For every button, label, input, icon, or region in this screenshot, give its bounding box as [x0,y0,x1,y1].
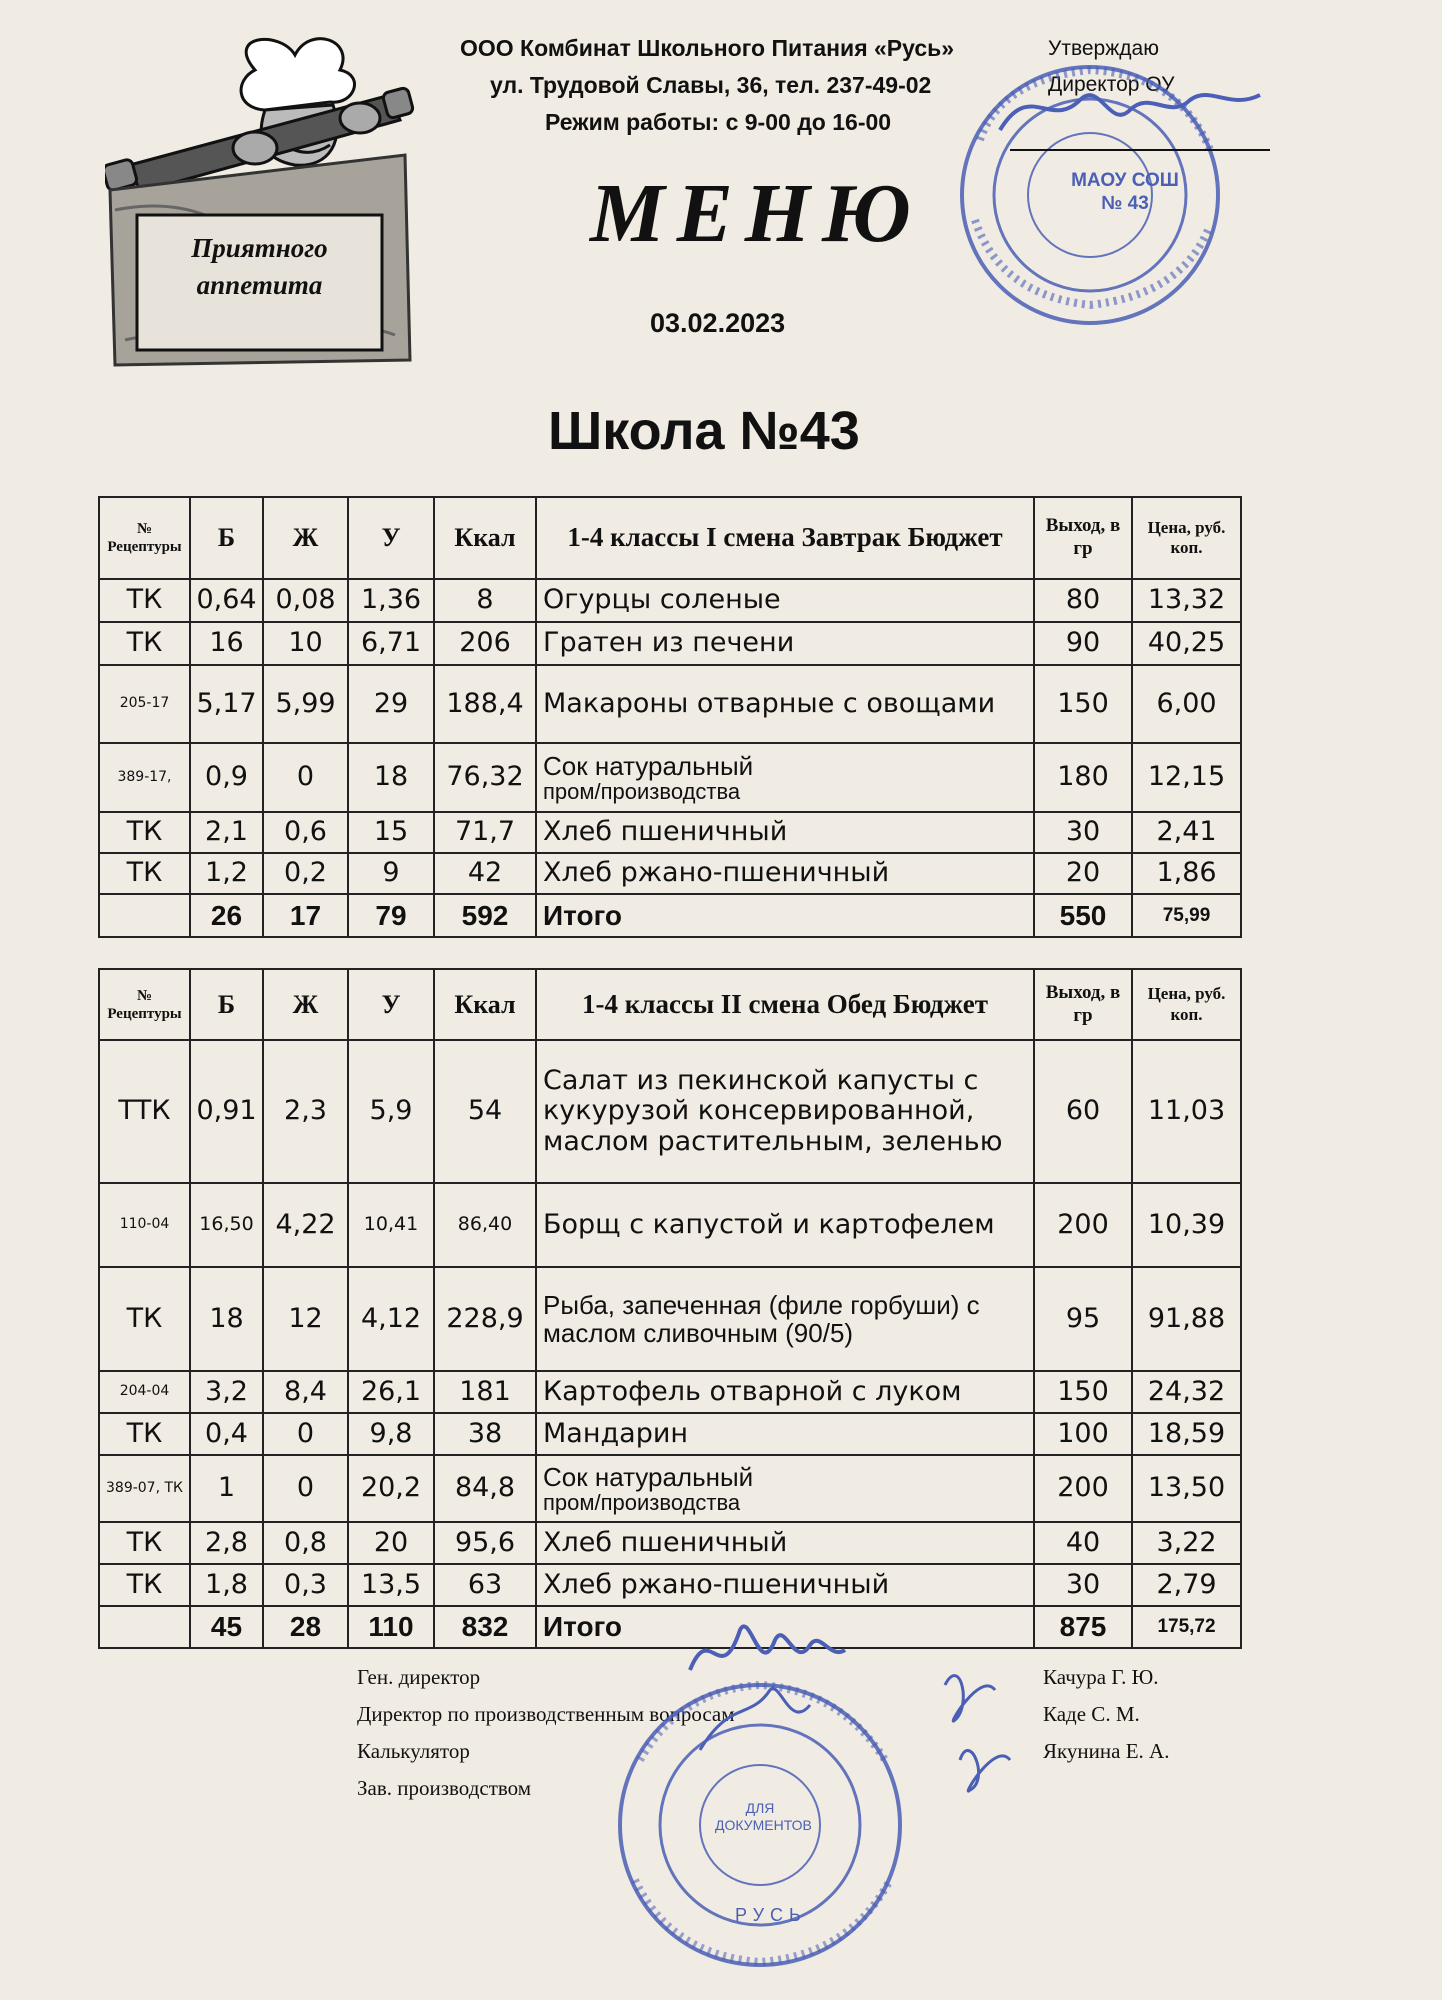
price: 24,32 [1132,1371,1241,1413]
output: 180 [1034,743,1132,812]
col-header-recipe: № Рецептуры [99,969,190,1040]
approve-label: Утверждаю [1048,37,1159,60]
table-row [99,622,1241,665]
price: 13,32 [1132,579,1241,622]
recipe-code: 389-17, [99,743,190,812]
recipe-code: ТТК [99,1040,190,1183]
price: 13,50 [1132,1455,1241,1522]
kcal: 86,40 [434,1183,536,1267]
fat: 0,3 [263,1564,348,1606]
carbs: 13,5 [348,1564,434,1606]
carbs: 26,1 [348,1371,434,1413]
signature-person-3: Якунина Е. А. [1043,1739,1170,1763]
output: 40 [1034,1522,1132,1564]
logo-caption [112,165,407,360]
lunch-table [98,968,1242,1649]
carbs: 9,8 [348,1413,434,1455]
fat: 0,08 [263,579,348,622]
kcal: 8 [434,579,536,622]
output: 30 [1034,812,1132,853]
price: 3,22 [1132,1522,1241,1564]
table-row [99,1522,1241,1564]
price: 18,59 [1132,1413,1241,1455]
carbs: 18 [348,743,434,812]
dish-name: Хлеб ржано-пшеничный [536,853,1034,894]
protein: 5,17 [190,665,263,743]
protein: 18 [190,1267,263,1371]
fat: 4,22 [263,1183,348,1267]
protein: 3,2 [190,1371,263,1413]
total-empty [99,894,190,937]
recipe-code: ТК [99,1522,190,1564]
output: 30 [1034,1564,1132,1606]
fat: 8,4 [263,1371,348,1413]
dish-name-line-2: пром/производства [543,1489,741,1515]
col-header-fat: Ж [263,497,348,579]
col-header-carbs: У [348,969,434,1040]
menu-date: 03.02.2023 [650,308,786,338]
col-header-output: Выход, в гр [1034,497,1132,579]
kcal: 54 [434,1040,536,1183]
kcal: 206 [434,622,536,665]
recipe-code: ТК [99,579,190,622]
menu-title: МЕНЮ [590,167,923,260]
price: 10,39 [1132,1183,1241,1267]
col-header-kcal: Ккал [434,497,536,579]
kcal: 76,32 [434,743,536,812]
signature-role-1: Ген. директор [357,1665,481,1689]
table-row [99,1413,1241,1455]
kcal: 228,9 [434,1267,536,1371]
recipe-code: ТК [99,1267,190,1371]
col-header-recipe: № Рецептуры [99,497,190,579]
dish-name: Хлеб пшеничный [536,812,1034,853]
output: 200 [1034,1455,1132,1522]
col-header-title: 1-4 классы I смена Завтрак Бюджет [536,497,1034,579]
carbs: 20 [348,1522,434,1564]
company-stamp-icon [600,1610,1020,1990]
dish-name-line-2: пром/производства [543,778,741,804]
recipe-code: 389-07, ТК [99,1455,190,1522]
dish-name: Огурцы соленые [536,579,1034,622]
protein: 0,64 [190,579,263,622]
total-protein: 45 [190,1606,263,1648]
signature-person-2: Каде С. М. [1043,1702,1140,1726]
total-protein: 26 [190,894,263,937]
recipe-code: 110-04 [99,1183,190,1267]
table-row [99,1455,1241,1522]
protein: 0,4 [190,1413,263,1455]
table-row [99,743,1241,812]
dish-name-line-1: Сок натуральный [543,1461,754,1492]
total-fat: 28 [263,1606,348,1648]
signature-role-3: Калькулятор [357,1739,470,1763]
protein: 1,2 [190,853,263,894]
carbs: 20,2 [348,1455,434,1522]
recipe-code: ТК [99,622,190,665]
recipe-code: ТК [99,1413,190,1455]
price: 1,86 [1132,853,1241,894]
col-header-protein: Б [190,497,263,579]
col-header-carbs: У [348,497,434,579]
col-header-title: 1-4 классы II смена Обед Бюджет [536,969,1034,1040]
kcal: 38 [434,1413,536,1455]
kcal: 188,4 [434,665,536,743]
price: 6,00 [1132,665,1241,743]
table-row [99,1564,1241,1606]
kcal: 42 [434,853,536,894]
carbs: 15 [348,812,434,853]
carbs: 10,41 [348,1183,434,1267]
dish-name: Картофель отварной с луком [536,1371,1034,1413]
table-row [99,579,1241,622]
carbs: 6,71 [348,622,434,665]
breakfast-table [98,496,1242,938]
col-header-price: Цена, руб. коп. [1132,497,1241,579]
recipe-code: ТК [99,812,190,853]
col-header-fat: Ж [263,969,348,1040]
dish-name: Борщ с капустой и картофелем [536,1183,1034,1267]
fat: 0,8 [263,1522,348,1564]
output: 150 [1034,1371,1132,1413]
protein: 2,1 [190,812,263,853]
fat: 0 [263,743,348,812]
dish-name [536,1455,1034,1522]
total-kcal: 592 [434,894,536,937]
fat: 10 [263,622,348,665]
recipe-code: ТК [99,853,190,894]
recipe-code: 205-17 [99,665,190,743]
kcal: 71,7 [434,812,536,853]
carbs: 29 [348,665,434,743]
recipe-code: 204-04 [99,1371,190,1413]
work-hours: Режим работы: с 9-00 до 16-00 [545,109,892,135]
protein: 0,9 [190,743,263,812]
total-price: 75,99 [1132,894,1241,937]
protein: 1,8 [190,1564,263,1606]
protein: 1 [190,1455,263,1522]
protein: 2,8 [190,1522,263,1564]
total-kcal: 832 [434,1606,536,1648]
approve-role: Директор ОУ [1048,73,1175,96]
col-header-kcal: Ккал [434,969,536,1040]
price: 2,41 [1132,812,1241,853]
table-row [99,1371,1241,1413]
total-carbs: 79 [348,894,434,937]
total-output: 550 [1034,894,1132,937]
price: 11,03 [1132,1040,1241,1183]
bottom-stamp-center: ДЛЯ ДОКУМЕНТОВ [715,1800,812,1833]
table-header-row [99,969,1241,1040]
table-row [99,1183,1241,1267]
dish-name [536,743,1034,812]
col-header-protein: Б [190,969,263,1040]
fat: 5,99 [263,665,348,743]
dish-name: Хлеб ржано-пшеничный [536,1564,1034,1606]
output: 100 [1034,1413,1132,1455]
kcal: 95,6 [434,1522,536,1564]
output: 80 [1034,579,1132,622]
total-label: Итого [536,1606,1034,1648]
dish-name: Рыба, запеченная (филе горбуши) с маслом сливочным (90/5) [536,1267,1034,1371]
logo-line-1: Приятного [191,233,328,263]
protein: 16,50 [190,1183,263,1267]
col-header-price: Цена, руб. коп. [1132,969,1241,1040]
company-address: ул. Трудовой Славы, 36, тел. 237-49-02 [490,72,932,98]
output: 95 [1034,1267,1132,1371]
recipe-code: ТК [99,1564,190,1606]
table-row [99,665,1241,743]
output: 200 [1034,1183,1132,1267]
table-header-row [99,497,1241,579]
price: 12,15 [1132,743,1241,812]
dish-name: Салат из пекинской капусты с кукурузой консервированной, маслом растительным, зеленью [536,1040,1034,1183]
signature-role-4: Зав. производством [357,1776,532,1800]
dish-name: Гратен из печени [536,622,1034,665]
output: 20 [1034,853,1132,894]
total-price: 175,72 [1132,1606,1241,1648]
fat: 12 [263,1267,348,1371]
logo-line-2: аппетита [196,270,323,300]
carbs: 9 [348,853,434,894]
output: 150 [1034,665,1132,743]
fat: 2,3 [263,1040,348,1183]
fat: 0 [263,1413,348,1455]
dish-name-line-1: Сок натуральный [543,750,754,781]
fat: 0 [263,1455,348,1522]
table-row [99,1267,1241,1371]
table-row [99,1040,1241,1183]
dish-name: Хлеб пшеничный [536,1522,1034,1564]
table-row [99,853,1241,894]
table-row [99,812,1241,853]
kcal: 84,8 [434,1455,536,1522]
school-name: Школа №43 [548,401,860,461]
total-row [99,894,1241,937]
total-label: Итого [536,894,1034,937]
output: 90 [1034,622,1132,665]
total-empty [99,1606,190,1648]
price: 91,88 [1132,1267,1241,1371]
output: 60 [1034,1040,1132,1183]
protein: 16 [190,622,263,665]
carbs: 5,9 [348,1040,434,1183]
bottom-stamp-word: РУСЬ [735,1905,807,1925]
protein: 0,91 [190,1040,263,1183]
top-stamp-center: МАОУ СОШ № 43 [1071,170,1179,214]
total-fat: 17 [263,894,348,937]
fat: 0,6 [263,812,348,853]
kcal: 181 [434,1371,536,1413]
company-name: ООО Комбинат Школьного Питания «Русь» [460,35,955,61]
total-carbs: 110 [348,1606,434,1648]
price: 40,25 [1132,622,1241,665]
signature-role-2: Директор по производственным вопросам [357,1702,735,1726]
price: 2,79 [1132,1564,1241,1606]
dish-name: Макароны отварные с овощами [536,665,1034,743]
fat: 0,2 [263,853,348,894]
total-output: 875 [1034,1606,1132,1648]
signature-person-1: Качура Г. Ю. [1043,1665,1159,1689]
dish-name: Мандарин [536,1413,1034,1455]
carbs: 4,12 [348,1267,434,1371]
carbs: 1,36 [348,579,434,622]
col-header-output: Выход, в гр [1034,969,1132,1040]
kcal: 63 [434,1564,536,1606]
